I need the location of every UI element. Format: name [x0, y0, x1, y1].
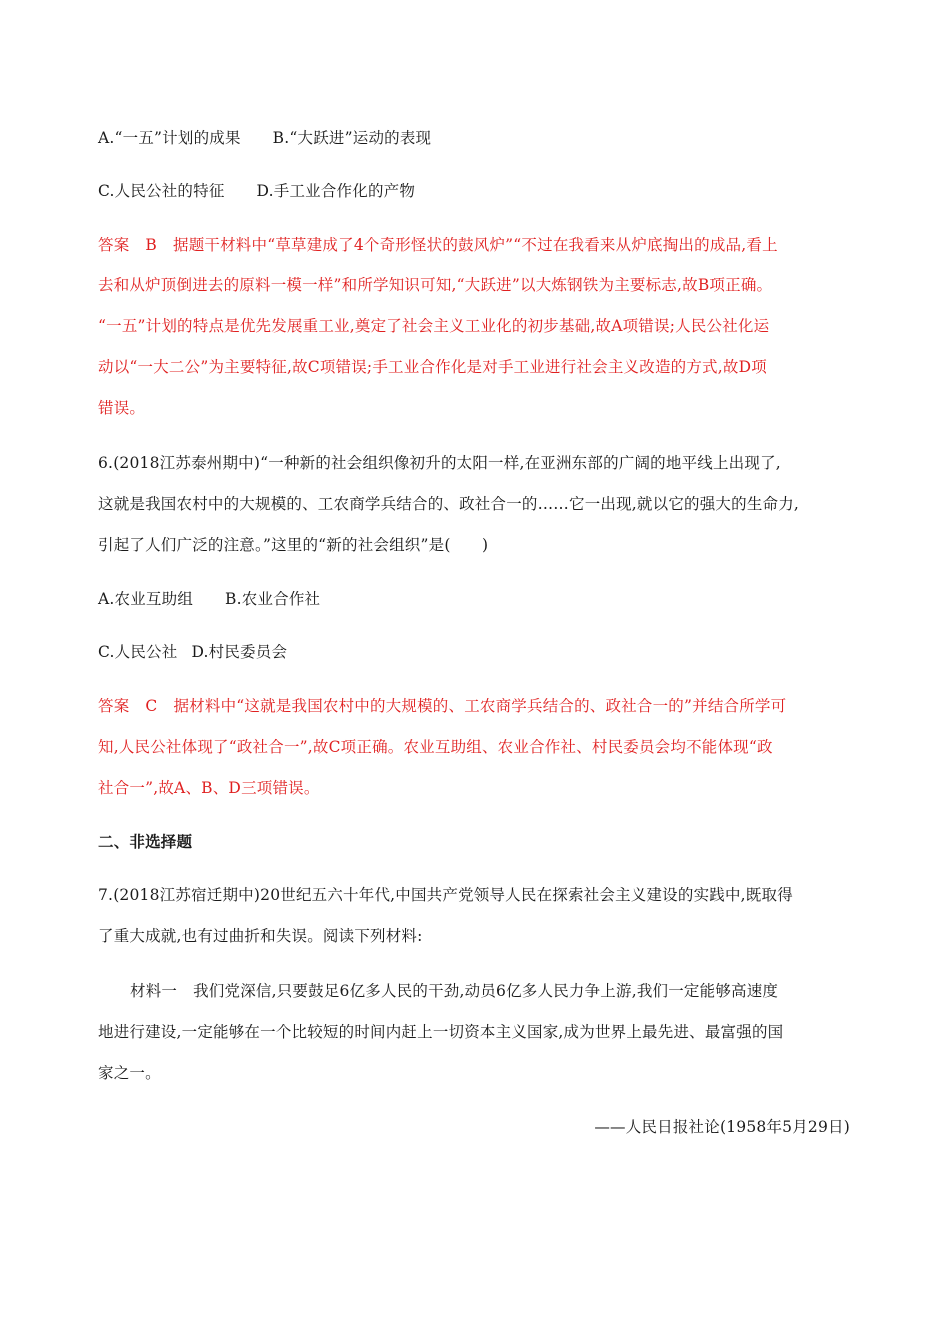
q7-material-label: 材料一 — [130, 982, 178, 1000]
q5-answer-text: 据题干材料中“草草建成了4个奇形怪状的鼓风炉”“不过在我看来从炉底掏出的成品,看上 — [173, 236, 778, 254]
q6-stem-line-1: 6.(2018江苏泰州期中)“一种新的社会组织像初升的太阳一样,在亚洲东部的广阔的地平线上出现了, — [98, 454, 781, 472]
q5-answer-line-4: 动以“一大二公”为主要特征,故C项错误;手工业合作化是对手工业进行社会主义改造的方式,故D项 — [98, 358, 767, 376]
q7-stem-line-1: 7.(2018江苏宿迁期中)20世纪五六十年代,中国共产党领导人民在探索社会主义建设的实践中,既取得 — [98, 886, 793, 904]
q5-option-d: D.手工业合作化的产物 — [256, 182, 416, 200]
q5-option-a: A.“一五”计划的成果 — [98, 129, 241, 147]
q5-answer-label: 答案 — [98, 236, 130, 254]
q5-answer-line-2: 去和从炉顶倒进去的原料一模一样”和所学知识可知,“大跃进”以大炼钢铁为主要标志,故B项正确。 — [98, 276, 773, 294]
q7-stem-line-2: 了重大成就,也有过曲折和失误。阅读下列材料: — [98, 927, 423, 945]
q6-answer-line-3: 社合一”,故A、B、D三项错误。 — [98, 779, 320, 797]
q6-options-row-1 — [98, 588, 858, 610]
q6-answer-text: 据材料中“这就是我国农村中的大规模的、工农商学兵结合的、政社合一的”并结合所学可 — [173, 697, 787, 715]
q6-stem-line-3: 引起了人们广泛的注意。”这里的“新的社会组织”是( ) — [98, 536, 489, 554]
q5-answer-line-5: 错误。 — [98, 399, 146, 417]
q5-options-row-1 — [98, 127, 858, 149]
q6-option-d: D.村民委员会 — [191, 643, 288, 661]
q6-answer-line-2: 知,人民公社体现了“政社合一”,故C项正确。农业互助组、农业合作社、村民委员会均不能体现“政 — [98, 738, 773, 756]
q5-answer-line-3: “一五”计划的特点是优先发展重工业,奠定了社会主义工业化的初步基础,故A项错误;人民公社化运 — [98, 317, 770, 335]
q7-material-text: 我们党深信,只要鼓足6亿多人民的干劲,动员6亿多人民力争上游,我们一定能够高速度 — [193, 982, 779, 1000]
q5-option-c: C.人民公社的特征 — [98, 182, 225, 200]
q6-options-row-2 — [98, 641, 858, 663]
q6-stem-line-2: 这就是我国农村中的大规模的、工农商学兵结合的、政社合一的……它一出现,就以它的强大的生命力, — [98, 495, 800, 513]
q6-answer-letter: C — [145, 697, 158, 715]
q5-answer-letter: B — [145, 236, 157, 254]
q5-option-b: B.“大跃进”运动的表现 — [272, 129, 432, 147]
q7-material-line-1 — [130, 980, 890, 1002]
q7-material-line-2: 地进行建设,一定能够在一个比较短的时间内赶上一切资本主义国家,成为世界上最先进、最富强的国 — [98, 1023, 784, 1041]
q6-answer-line-1 — [98, 695, 858, 717]
q5-options-row-2 — [98, 180, 858, 202]
q7-material-line-3: 家之一。 — [98, 1064, 161, 1082]
q6-option-a: A.农业互助组 — [98, 590, 194, 608]
q6-option-b: B.农业合作社 — [225, 590, 321, 608]
q6-option-c: C.人民公社 — [98, 643, 178, 661]
section-title: 二、非选择题 — [98, 833, 193, 851]
q6-answer-label: 答案 — [98, 697, 130, 715]
q7-material-source: ——人民日报社论(1958年5月29日) — [594, 1118, 850, 1136]
q5-answer-line-1 — [98, 234, 858, 256]
